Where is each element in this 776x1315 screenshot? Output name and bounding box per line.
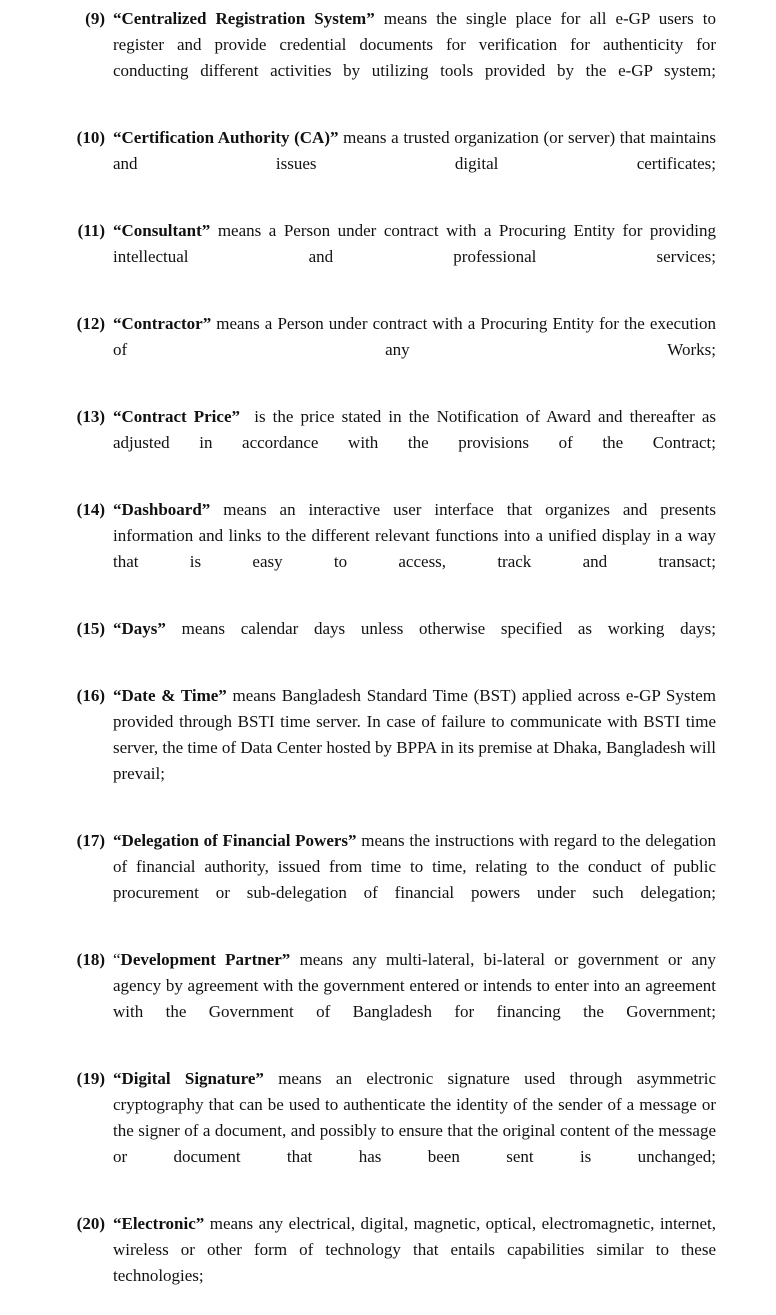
clause-number: (11) — [77, 221, 105, 240]
clause-term: “Dashboard” — [113, 500, 211, 519]
clause-definition: means a Person under contract with a Procuring Entity for the execution of any Works; — [113, 314, 716, 359]
clause-body — [105, 6, 716, 110]
clause-definition: means a Person under contract with a Procuring Entity for providing intellectual and professional services; — [113, 221, 716, 266]
clause-body — [105, 1066, 716, 1196]
clause-definition: means any electrical, digital, magnetic, optical, electromagnetic, internet, wireless or other form of technology that entails capabilities similar to these technologies; — [113, 1214, 716, 1285]
clause-item — [60, 218, 716, 296]
clause-item — [60, 683, 716, 813]
clause-item — [60, 616, 716, 668]
clause-term: “Delegation of Financial Powers” — [113, 831, 357, 850]
clause-number: (12) — [76, 314, 105, 333]
clause-definition: means calendar days unless otherwise specified as working days; — [165, 619, 716, 638]
clause-number: (10) — [76, 128, 105, 147]
clause-number: (13) — [76, 407, 105, 426]
clause-number: (19) — [76, 1069, 105, 1088]
clause-term: Development Partner” — [120, 950, 291, 969]
clause-item — [60, 1066, 716, 1196]
clause-term: “Date & Time” — [113, 686, 227, 705]
clause-definition: means the instructions with regard to the delegation of financial authority, issued from time to time, relating to the conduct of public procurement or sub-delegation of financial powers under such delegation; — [113, 831, 716, 902]
clause-term: “Days” — [113, 619, 166, 638]
clause-number: (18) — [76, 950, 105, 969]
clause-body — [105, 125, 716, 203]
clause-definition: means any multi-lateral, bi-lateral or government or any agency by agreement with the government entered or intends to enter into an agreement with the Government of Bangladesh for financing the Government; — [113, 950, 716, 1021]
clause-item — [60, 6, 716, 110]
clause-body — [105, 616, 716, 668]
clause-number: (16) — [76, 686, 105, 705]
clause-body — [105, 683, 716, 813]
clause-number: (17) — [76, 831, 105, 850]
clause-term: “Certification Authority (CA)” — [113, 128, 339, 147]
clause-definition: means an electronic signature used through asymmetric cryptography that can be used to authenticate the identity of the sender of a message or the signer of a document, and possibly to ensure that the original content of the message or document that has been sent is unchanged; — [113, 1069, 717, 1166]
clause-body — [105, 497, 716, 601]
clause-item — [60, 404, 716, 482]
clause-number: (14) — [76, 500, 105, 519]
clause-item — [60, 1211, 716, 1315]
clause-body — [105, 404, 716, 482]
definitions-clause-list — [60, 6, 716, 1315]
clause-term: “Consultant” — [113, 221, 211, 240]
clause-definition: is the price stated in the Notification of Award and thereafter as adjusted in accordance with the provisions of the Contract; — [113, 407, 716, 452]
clause-body — [105, 311, 716, 389]
clause-number: (15) — [76, 619, 105, 638]
clause-body — [105, 828, 716, 932]
clause-definition: means a trusted organization (or server) that maintains and issues digital certificates; — [113, 128, 716, 173]
clause-body — [105, 947, 716, 1051]
clause-item — [60, 311, 716, 389]
clause-open-quote: “ — [113, 950, 121, 969]
clause-item — [60, 125, 716, 203]
clause-number: (9) — [85, 9, 105, 28]
clause-term: “Digital Signature” — [113, 1069, 264, 1088]
clause-definition: means the single place for all e-GP users to register and provide credential documents for verification for authenticity for conducting different activities by utilizing tools provided by the e-GP system; — [113, 9, 716, 80]
clause-item — [60, 497, 716, 601]
clause-number: (20) — [76, 1214, 105, 1233]
clause-item — [60, 947, 716, 1051]
clause-body — [105, 1211, 716, 1315]
clause-term: “Contractor” — [113, 314, 212, 333]
clause-definition: means Bangladesh Standard Time (BST) applied across e-GP System provided through BSTI time server. In case of failure to communicate with BSTI time server, the time of Data Center hosted by BPPA in its premise at Dhaka, Bangladesh will prevail; — [113, 686, 716, 783]
clause-definition: means an interactive user interface that organizes and presents information and links to the different relevant functions into a unified display in a way that is easy to access, track and transact; — [113, 500, 716, 571]
clause-body — [105, 218, 716, 296]
clause-term: “Contract Price” — [113, 407, 240, 426]
clause-item — [60, 828, 716, 932]
clause-term: “Centralized Registration System” — [113, 9, 375, 28]
clause-term: “Electronic” — [113, 1214, 205, 1233]
